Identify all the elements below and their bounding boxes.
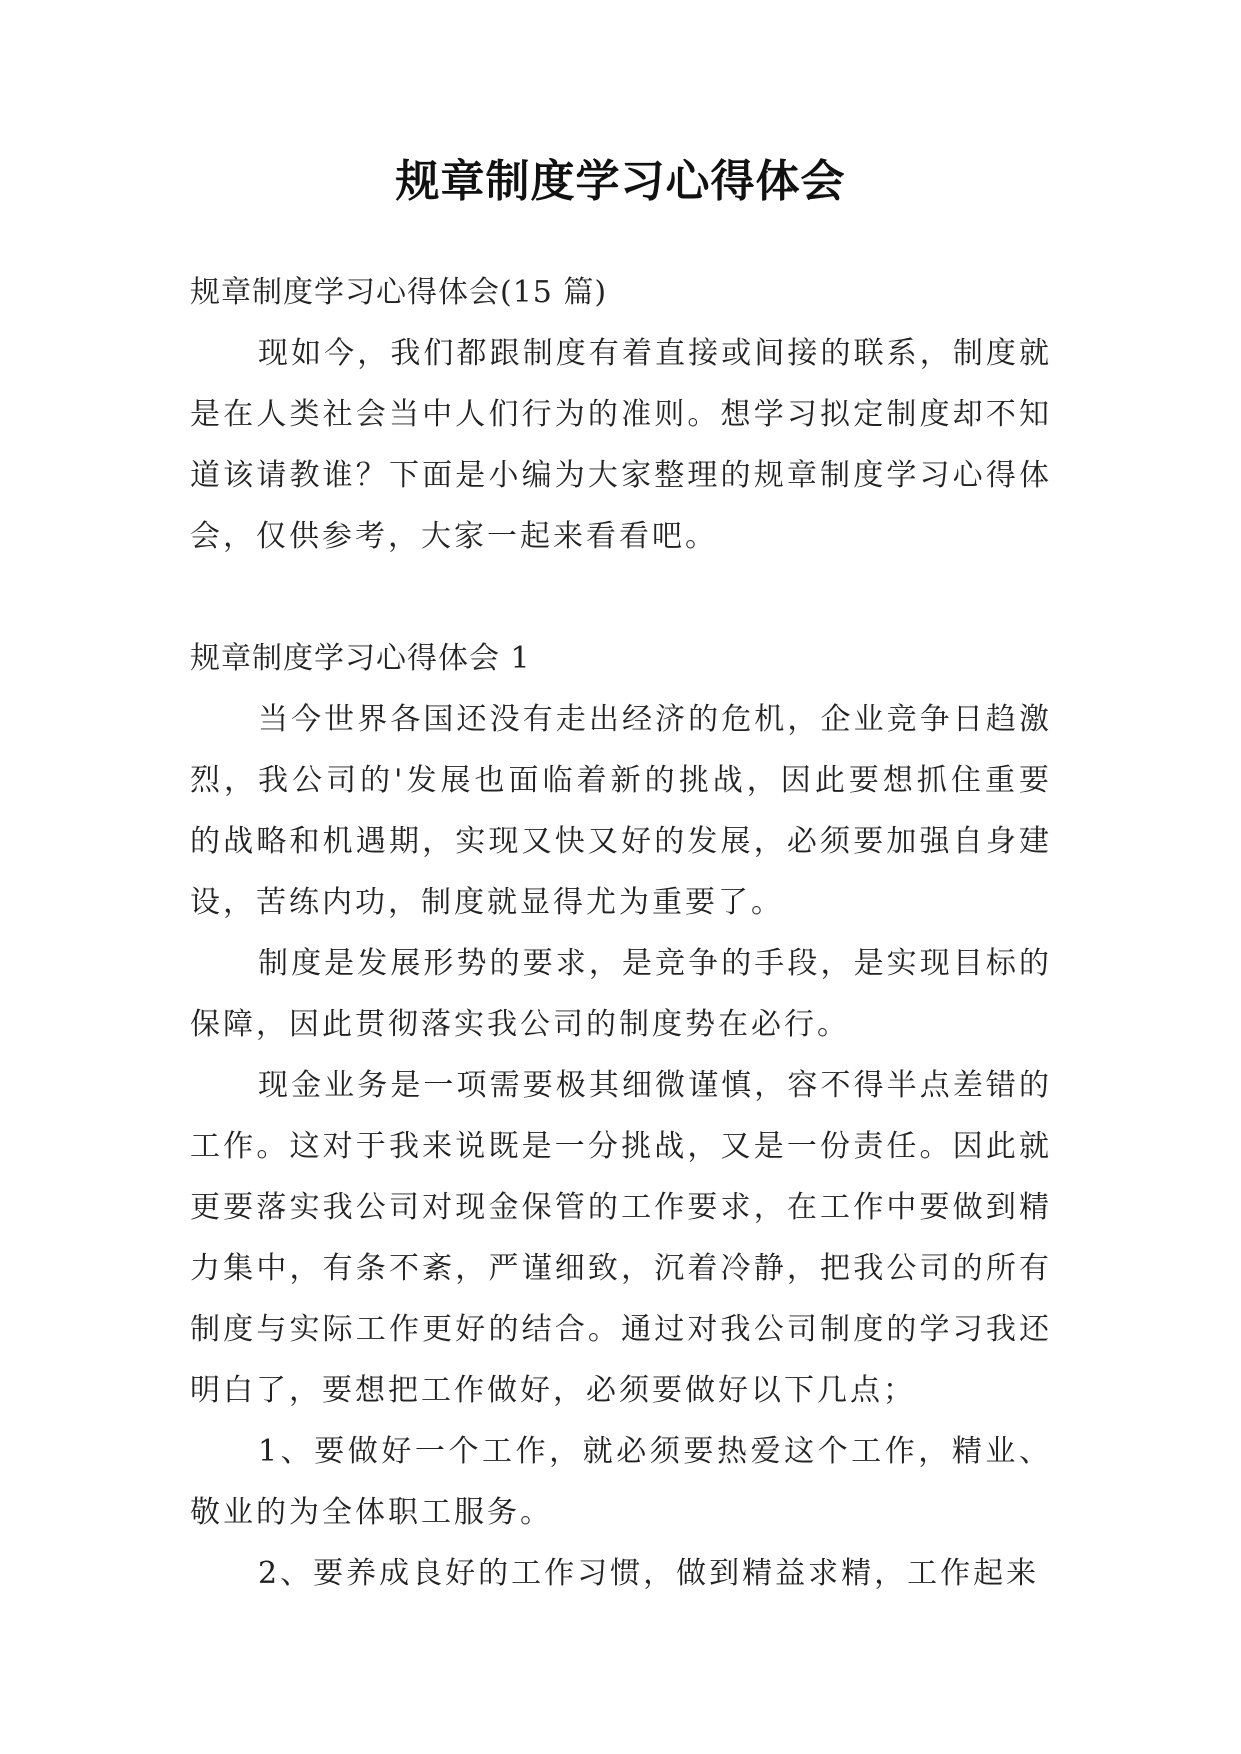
body-paragraph: 制度是发展形势的要求，是竞争的手段，是实现目标的保障，因此贯彻落实我公司的制度势在必行。 bbox=[190, 946, 1052, 1042]
section-heading: 规章制度学习心得体会 1 bbox=[190, 641, 531, 676]
intro-paragraph: 现如今，我们都跟制度有着直接或间接的联系，制度就是在人类社会当中人们行为的准则。想学习拟定制度却不知道该请教谁？下面是小编为大家整理的规章制度学习心得体会，仅供参考，大家一起来看看吧。 bbox=[190, 336, 1052, 554]
body-paragraph: 当今世界各国还没有走出经济的危机，企业竞争日趋激烈，我公司的'发展也面临着新的挑战，因此要想抓住重要的战略和机遇期，实现又快又好的发展，必须要加强自身建设，苦练内功，制度就显得尤为重要了。 bbox=[190, 702, 1052, 920]
document-body bbox=[190, 262, 1052, 1604]
list-item-paragraph: 2、要养成良好的工作习惯，做到精益求精，工作起来 bbox=[258, 1556, 1040, 1591]
document-subtitle: 规章制度学习心得体会(15 篇) bbox=[190, 275, 608, 310]
paragraph-spacer bbox=[190, 567, 1052, 628]
document-title: 规章制度学习心得体会 bbox=[395, 156, 846, 207]
body-paragraph: 现金业务是一项需要极其细微谨慎，容不得半点差错的工作。这对于我来说既是一分挑战，又是一份责任。因此就更要落实我公司对现金保管的工作要求，在工作中要做到精力集中，有条不紊，严谨细致，沉着冷静，把我公司的所有制度与实际工作更好的结合。通过对我公司制度的学习我还明白了，要想把工作做好，必须要做好以下几点； bbox=[190, 1068, 1052, 1408]
list-item-paragraph: 1、要做好一个工作，就必须要热爱这个工作，精业、敬业的为全体职工服务。 bbox=[190, 1434, 1052, 1530]
